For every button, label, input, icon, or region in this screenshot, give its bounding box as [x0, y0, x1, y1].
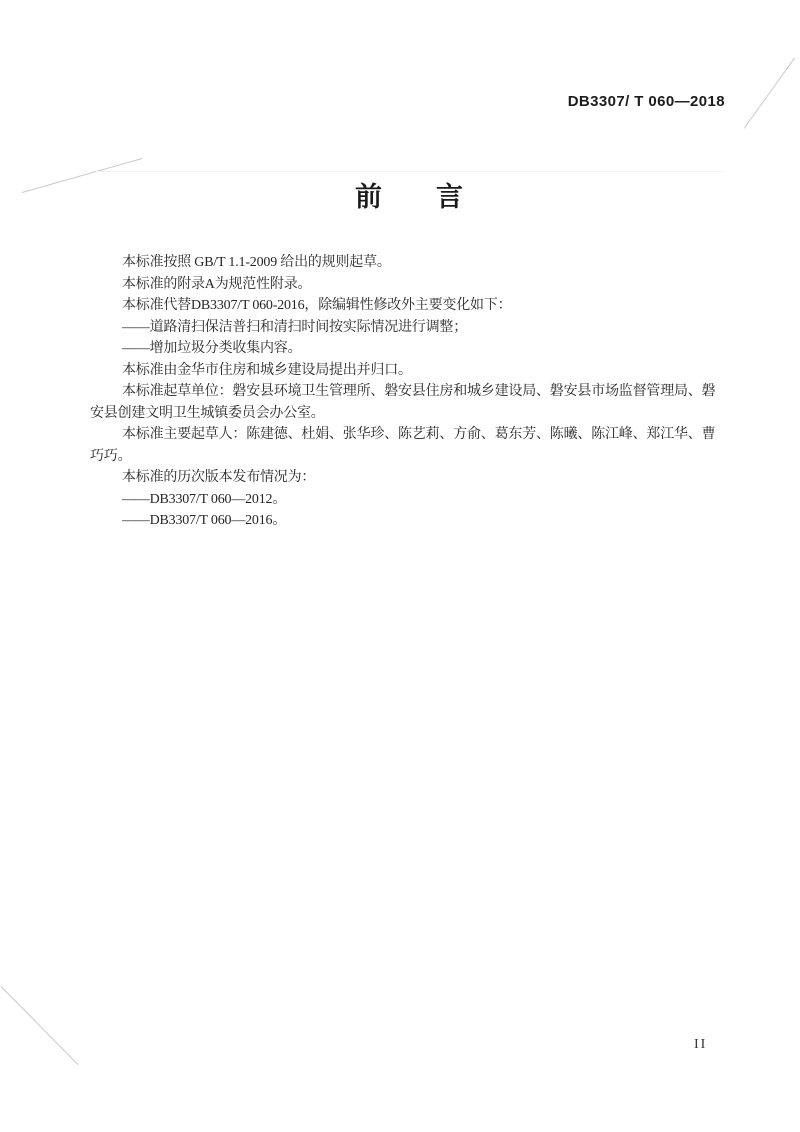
body-line-dash-item: ——道路清扫保洁普扫和清扫时间按实际情况进行调整； — [122, 319, 467, 335]
body-line: 本标准的附录A为规范性附录。 — [122, 276, 312, 292]
body-line-continuation: 巧巧。 — [90, 448, 132, 464]
standard-number: DB3307/ T 060—2018 — [567, 93, 725, 110]
body-line-continuation: 安县创建文明卫生城镇委员会办公室。 — [90, 405, 325, 421]
body-line: 本标准主要起草人：陈建德、杜娟、张华珍、陈艺莉、方俞、葛东芳、陈曦、陈江峰、郑江华、曹 — [122, 427, 716, 442]
body-line-dash-item: ——DB3307/T 060—2016。 — [122, 513, 287, 528]
body-line-dash-item: ——DB3307/T 060—2012。 — [122, 491, 287, 507]
page-title: 前 言 — [355, 182, 463, 212]
page-number: II — [694, 1037, 708, 1052]
body-line-dash-item: ——增加垃圾分类收集内容。 — [122, 341, 302, 356]
scan-artifact-top-right — [744, 58, 796, 129]
faint-header-rule — [96, 171, 725, 172]
body-line: 本标准按照 GB/T 1.1-2009 给出的规则起草。 — [122, 255, 391, 270]
body-line: 本标准代替DB3307/T 060-2016，除编辑性修改外主要变化如下： — [122, 298, 512, 313]
body-line: 本标准起草单位：磐安县环境卫生管理所、磐安县住房和城乡建设局、磐安县市场监督管理局、磐 — [122, 384, 716, 399]
body-line: 本标准的历次版本发布情况为： — [122, 470, 316, 485]
foreword-body — [90, 252, 718, 532]
body-line: 本标准由金华市住房和城乡建设局提出并归口。 — [122, 362, 412, 378]
scan-artifact-bottom-left — [1, 986, 79, 1065]
